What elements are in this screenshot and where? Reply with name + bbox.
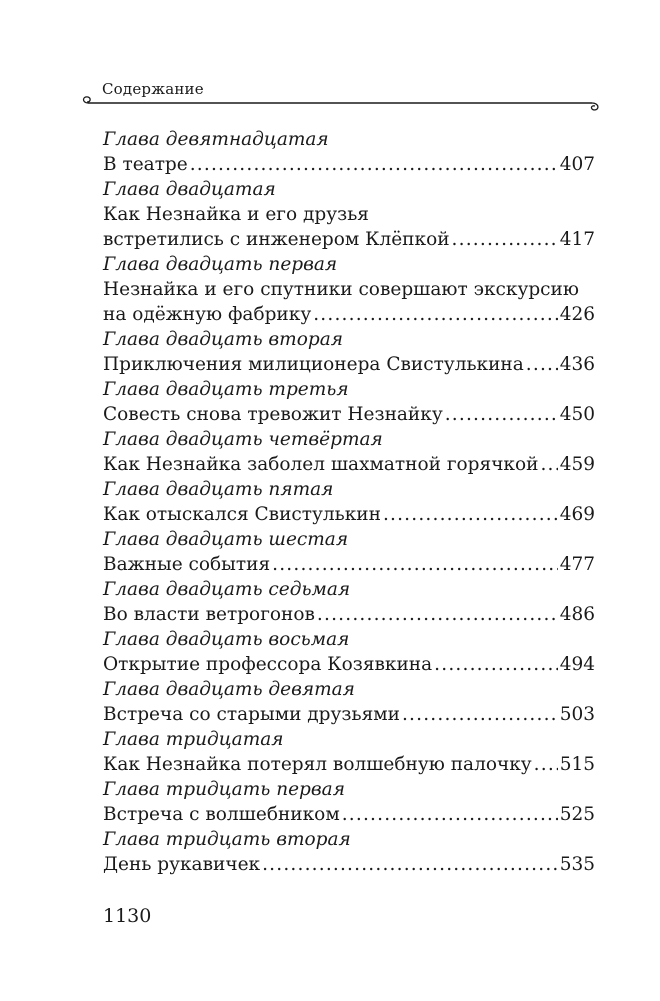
dot-leader (317, 602, 558, 628)
toc-entry[interactable] (103, 528, 595, 578)
chapter-title-row (103, 752, 595, 778)
dot-leader (434, 652, 558, 678)
toc-entry[interactable] (103, 578, 595, 628)
toc-entry[interactable] (103, 628, 595, 678)
dot-leader (402, 702, 558, 728)
dot-leader (383, 502, 558, 528)
chapter-heading: Глава двадцать шестая (103, 529, 349, 550)
toc-entry[interactable] (103, 253, 595, 328)
chapter-title: Совесть снова тревожит Незнайку (103, 404, 443, 425)
chapter-heading: Глава двадцать восьмая (103, 629, 350, 650)
chapter-heading: Глава тридцать вторая (103, 829, 351, 850)
page-ref: 426 (559, 304, 595, 325)
toc-entry[interactable] (103, 728, 595, 778)
dot-leader (445, 402, 558, 428)
toc-entry[interactable] (103, 378, 595, 428)
page-ref: 450 (559, 404, 595, 425)
page-ref: 477 (559, 554, 595, 575)
chapter-title-row (103, 152, 595, 178)
dot-leader (540, 452, 557, 478)
chapter-title-row (103, 452, 595, 478)
table-of-contents (103, 128, 595, 878)
dot-leader (534, 752, 558, 778)
chapter-heading: Глава девятнадцатая (103, 129, 329, 150)
toc-entry[interactable] (103, 428, 595, 478)
chapter-title: Как Незнайка заболел шахматной горячкой (103, 454, 539, 475)
chapter-title-line: Как Незнайка и его друзья (103, 204, 369, 225)
page-ref: 503 (559, 704, 595, 725)
page-number: 1130 (103, 905, 152, 927)
chapter-title-row (103, 702, 595, 728)
chapter-title-row (103, 602, 595, 628)
chapter-heading: Глава двадцатая (103, 179, 276, 200)
chapter-title-row (103, 802, 595, 828)
toc-entry[interactable] (103, 478, 595, 528)
toc-entry[interactable] (103, 178, 595, 253)
chapter-title: В театре (103, 154, 188, 175)
chapter-title: День рукавичек (103, 854, 261, 875)
page-ref: 459 (559, 454, 595, 475)
page-ref: 494 (559, 654, 595, 675)
chapter-title: Важные события (103, 554, 271, 575)
chapter-heading: Глава тридцать первая (103, 779, 345, 800)
chapter-title-row (103, 402, 595, 428)
chapter-title: на одёжную фабрику (103, 304, 312, 325)
dot-leader (190, 152, 558, 178)
page-ref: 535 (559, 854, 595, 875)
chapter-title: Встреча со старыми друзьями (103, 704, 400, 725)
page-ref: 417 (559, 229, 595, 250)
page-ref: 515 (559, 754, 595, 775)
dot-leader (262, 852, 558, 878)
running-header: Содержание (102, 80, 204, 98)
chapter-title-row (103, 352, 595, 378)
chapter-title: Во власти ветрогонов (103, 604, 315, 625)
chapter-heading: Глава двадцать седьмая (103, 579, 351, 600)
toc-entry[interactable] (103, 328, 595, 378)
chapter-title: Открытие профессора Козявкина (103, 654, 433, 675)
chapter-title: Встреча с волшебником (103, 804, 340, 825)
header-ornament-rule (80, 94, 602, 114)
chapter-heading: Глава двадцать пятая (103, 479, 334, 500)
chapter-heading: Глава тридцатая (103, 729, 284, 750)
toc-entry[interactable] (103, 678, 595, 728)
toc-entry[interactable] (103, 778, 595, 828)
toc-entry[interactable] (103, 828, 595, 878)
chapter-title-row (103, 502, 595, 528)
chapter-heading: Глава двадцать четвёртая (103, 429, 383, 450)
chapter-heading: Глава двадцать вторая (103, 329, 343, 350)
chapter-heading: Глава двадцать третья (103, 379, 349, 400)
chapter-heading: Глава двадцать девятая (103, 679, 355, 700)
chapter-title-row (103, 552, 595, 578)
chapter-title-line: Незнайка и его спутники совершают экскурсию (103, 279, 579, 300)
page-ref: 469 (559, 504, 595, 525)
page-ref: 525 (559, 804, 595, 825)
chapter-title-row (103, 227, 595, 253)
chapter-title-row (103, 302, 595, 328)
chapter-title-row (103, 652, 595, 678)
toc-entry[interactable] (103, 128, 595, 178)
chapter-title: Как Незнайка потерял волшебную палочку (103, 754, 532, 775)
dot-leader (342, 802, 558, 828)
dot-leader (313, 302, 557, 328)
dot-leader (272, 552, 558, 578)
page-ref: 407 (559, 154, 595, 175)
page-ref: 436 (559, 354, 595, 375)
chapter-title: встретились с инженером Клёпкой (103, 229, 450, 250)
dot-leader (526, 352, 558, 378)
dot-leader (452, 227, 558, 253)
chapter-heading: Глава двадцать первая (103, 254, 338, 275)
chapter-title: Приключения милиционера Свистулькина (103, 354, 524, 375)
chapter-title: Как отыскался Свистулькин (103, 504, 381, 525)
chapter-title-row (103, 852, 595, 878)
page-ref: 486 (559, 604, 595, 625)
